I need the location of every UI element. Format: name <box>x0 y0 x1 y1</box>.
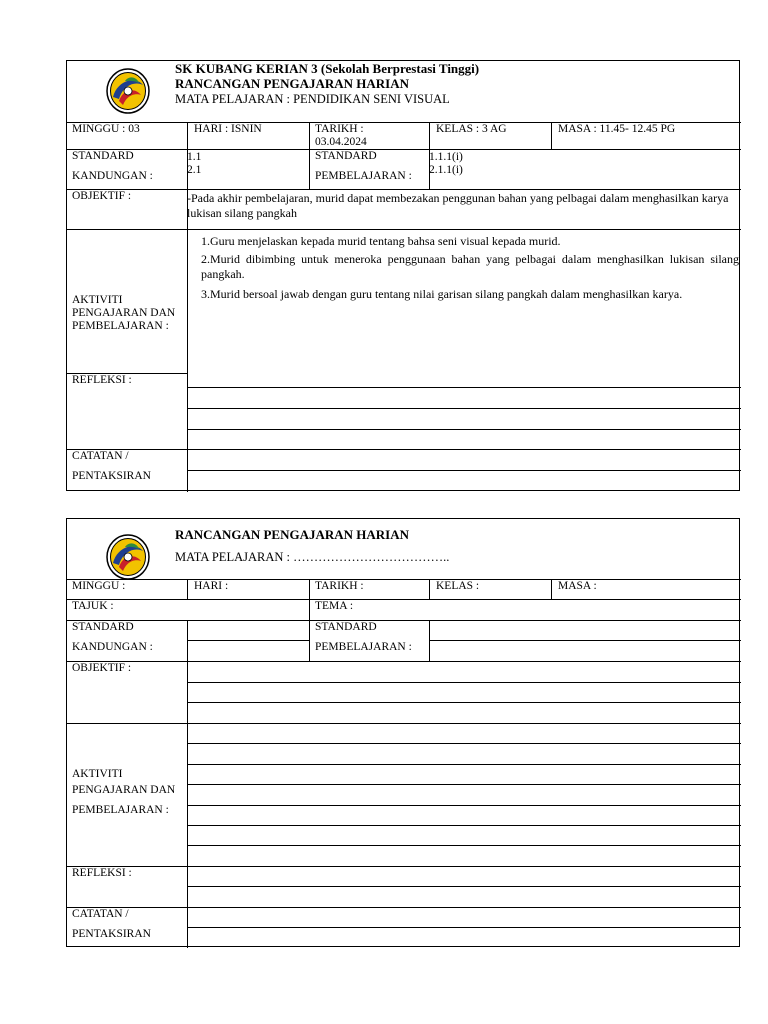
sp-label-2: PEMBELAJARAN : <box>315 170 412 182</box>
form-title: RANCANGAN PENGAJARAN HARIAN <box>175 76 409 91</box>
objektif-text: -Pada akhir pembelajaran, murid dapat membezakan penggunan bahan yang pelbagai dalam menghasilkan karya lukisan silang pangkah <box>187 191 729 220</box>
objektif-label: OBJEKTIF : <box>72 662 132 674</box>
tarikh-label: TARIKH : <box>315 123 364 135</box>
sk-value-2: 2.1 <box>187 164 202 176</box>
aktiviti-item-1: 1.Guru menjelaskan kepada murid tentang bahsa seni visual kepada murid. <box>201 234 561 248</box>
tarikh-value: 03.04.2024 <box>315 136 367 148</box>
masa-field: MASA : 11.45- 12.45 PG <box>558 123 676 135</box>
sp-label-2: PEMBELAJARAN : <box>315 641 412 653</box>
kelas-field: KELAS : <box>436 580 480 592</box>
form-title: RANCANGAN PENGAJARAN HARIAN <box>175 527 409 542</box>
aktiviti-label-3: PEMBELAJARAN : <box>72 804 169 816</box>
sk-label-2: KANDUNGAN : <box>72 170 153 182</box>
subject-line: MATA PELAJARAN : PENDIDIKAN SENI VISUAL <box>175 92 450 106</box>
subject-line: MATA PELAJARAN : ……………………………….. <box>175 550 450 564</box>
sp-value-2: 2.1.1(i) <box>429 164 463 176</box>
sk-label-1: STANDARD <box>72 150 134 162</box>
aktiviti-item-3: 3.Murid bersoal jawab dengan guru tentang nilai garisan silang pangkah dalam menghasilkan karya. <box>201 287 683 301</box>
sp-value-1: 1.1.1(i) <box>429 151 463 163</box>
aktiviti-label: AKTIVITI PENGAJARAN DAN PEMBELAJARAN : <box>72 294 176 332</box>
masa-field: MASA : <box>558 580 597 592</box>
hari-field: HARI : ISNIN <box>194 123 262 135</box>
sk-label-2: KANDUNGAN : <box>72 641 153 653</box>
aktiviti-label-1: AKTIVITI <box>72 768 123 780</box>
minggu-field: MINGGU : 03 <box>72 123 140 135</box>
rph-form-filled <box>66 60 740 491</box>
school-crest-icon <box>105 67 151 115</box>
minggu-field: MINGGU : <box>72 580 126 592</box>
tarikh-field: TARIKH : <box>315 580 364 592</box>
objektif-label: OBJEKTIF : <box>72 190 132 202</box>
catatan-label-2: PENTAKSIRAN <box>72 928 151 940</box>
aktiviti-item-2: 2.Murid dibimbing untuk meneroka penggunaan bahan yang pelbagai dalam menghasilkan lukisan silang pangkah. <box>201 252 739 281</box>
hari-field: HARI : <box>194 580 229 592</box>
sp-label-1: STANDARD <box>315 621 377 633</box>
school-crest-icon <box>105 533 151 581</box>
refleksi-label: REFLEKSI : <box>72 867 132 879</box>
sk-label-1: STANDARD <box>72 621 134 633</box>
aktiviti-label-2: PENGAJARAN DAN <box>72 784 176 796</box>
tajuk-field: TAJUK : <box>72 600 114 612</box>
tema-field: TEMA : <box>315 600 354 612</box>
school-name: SK KUBANG KERIAN 3 (Sekolah Berprestasi Tinggi) <box>175 61 480 76</box>
catatan-label-2: PENTAKSIRAN <box>72 470 151 482</box>
catatan-label-1: CATATAN / <box>72 450 129 462</box>
refleksi-label: REFLEKSI : <box>72 374 132 386</box>
kelas-field: KELAS : 3 AG <box>436 123 507 135</box>
catatan-label-1: CATATAN / <box>72 908 129 920</box>
sk-value-1: 1.1 <box>187 151 202 163</box>
sp-label-1: STANDARD <box>315 150 377 162</box>
rph-form-blank <box>66 518 740 947</box>
